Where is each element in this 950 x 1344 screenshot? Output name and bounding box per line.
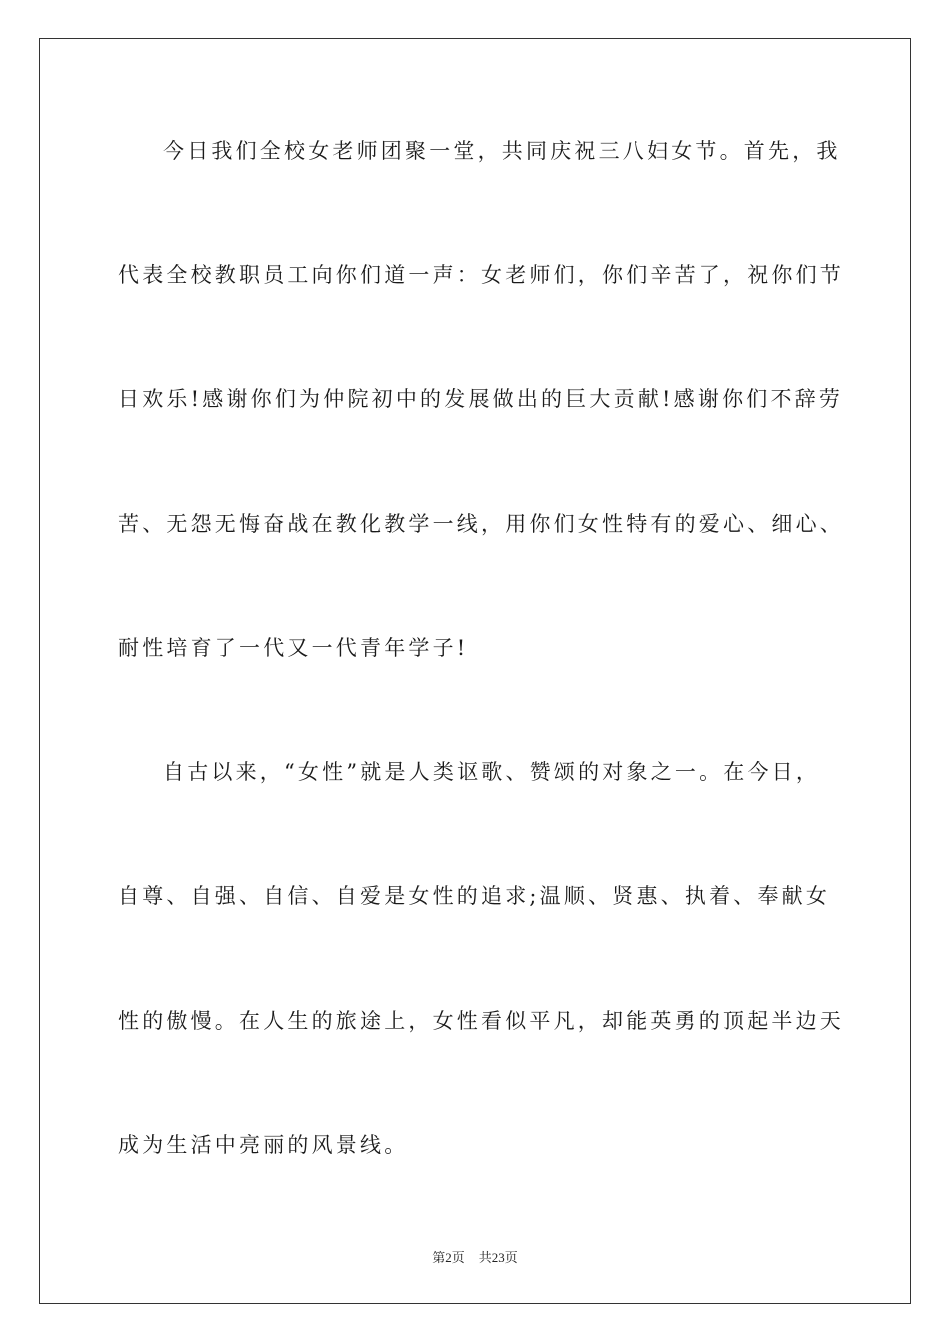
paragraph-1-line-4: 苦、无怨无悔奋战在教化教学一线，用你们女性特有的爱心、细心、	[118, 512, 844, 536]
paragraph-2-line-2: 自尊、自强、自信、自爱是女性的追求;温顺、贤惠、执着、奉献女	[118, 884, 831, 908]
paragraph-1-line-3: 日欢乐!感谢你们为仲院初中的发展做出的巨大贡献!感谢你们不辞劳	[118, 387, 844, 411]
paragraph-1-line-1: 今日我们全校女老师团聚一堂，共同庆祝三八妇女节。首先，我	[163, 139, 841, 163]
page-frame	[39, 38, 911, 1304]
page-number: 第2页	[432, 1250, 465, 1265]
paragraph-1-line-5: 耐性培育了一代又一代青年学子!	[118, 636, 469, 660]
paragraph-1-line-2: 代表全校教职员工向你们道一声：女老师们，你们辛苦了，祝你们节	[118, 263, 844, 287]
page-total: 共23页	[478, 1250, 518, 1265]
page-footer	[0, 1247, 950, 1266]
paragraph-2-line-4: 成为生活中亮丽的风景线。	[118, 1133, 409, 1157]
paragraph-2-line-3: 性的傲慢。在人生的旅途上，女性看似平凡，却能英勇的顶起半边天	[118, 1009, 844, 1033]
paragraph-2-line-1: 自古以来，“女性”就是人类讴歌、赞颂的对象之一。在今日，	[163, 760, 821, 784]
